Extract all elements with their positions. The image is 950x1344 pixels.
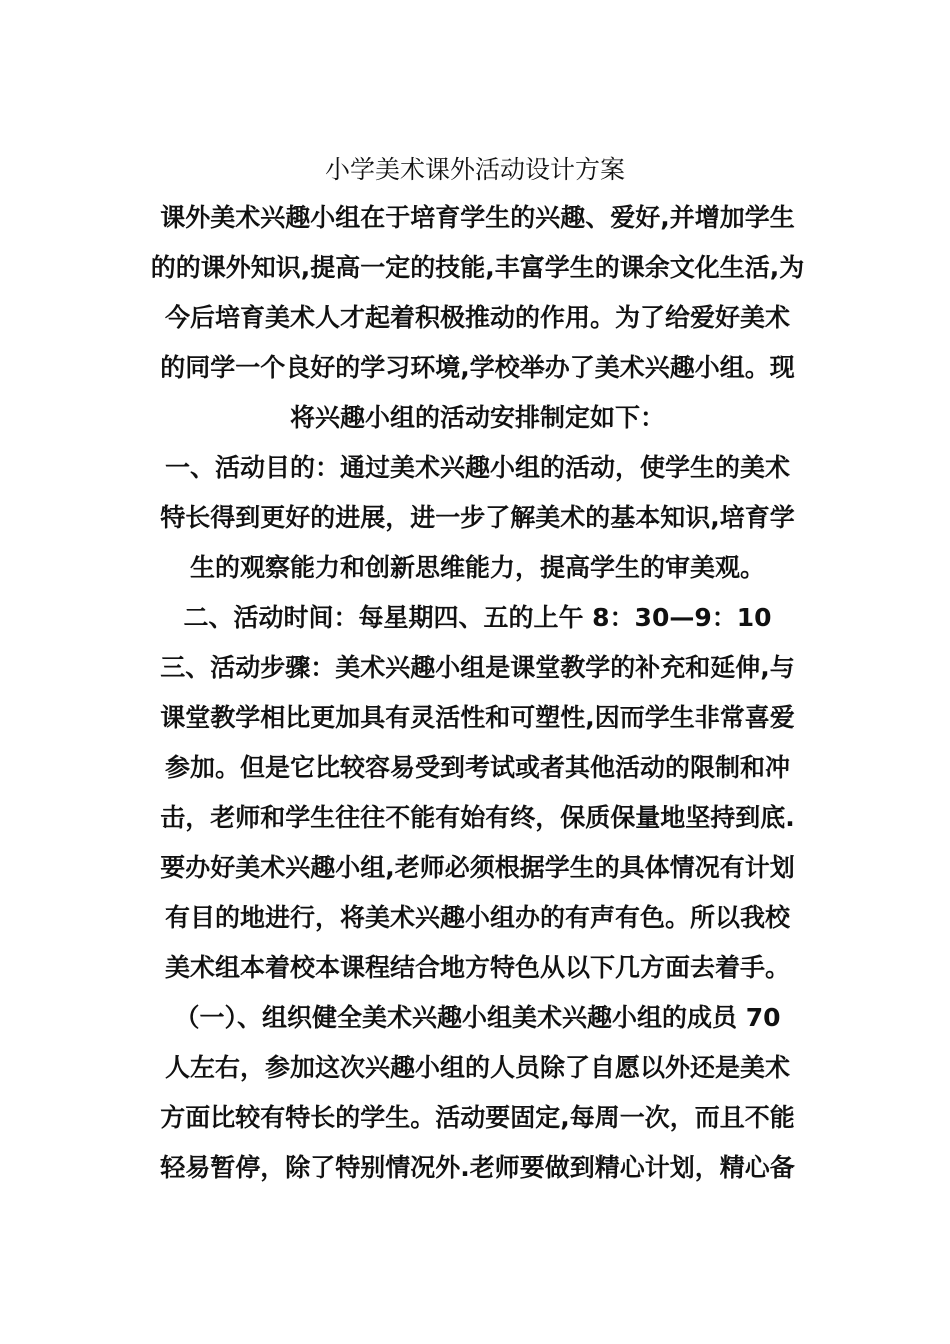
paragraph-line: 特长得到更好的进展，进一步了解美术的基本知识,培育学 (160, 503, 795, 532)
paragraph-line: 有目的地进行，将美术兴趣小组办的有声有色。所以我校 (164, 903, 790, 932)
paragraph-line: 轻易暂停，除了特别情况外.老师要做到精心计划，精心备 (160, 1153, 795, 1182)
paragraph-line: 二、活动时间：每星期四、五的上午 8：30—9：10 (183, 603, 772, 632)
paragraph-line: 三、活动步骤：美术兴趣小组是课堂教学的补充和延伸,与 (160, 653, 795, 682)
paragraph-line: 一、活动目的：通过美术兴趣小组的活动，使学生的美术 (164, 453, 790, 482)
paragraph-line: 人左右，参加这次兴趣小组的人员除了自愿以外还是美术 (164, 1053, 790, 1082)
document-title: 小学美术课外活动设计方案 (324, 155, 625, 184)
paragraph-line: 参加。但是它比较容易受到考试或者其他活动的限制和冲 (164, 753, 790, 782)
paragraph-line: 方面比较有特长的学生。活动要固定,每周一次，而且不能 (160, 1103, 795, 1132)
paragraph-line: 将兴趣小组的活动安排制定如下： (289, 403, 665, 432)
paragraph-line: 要办好美术兴趣小组,老师必须根据学生的具体情况有计划 (160, 853, 795, 882)
paragraph-line: 今后培育美术人才起着积极推动的作用。为了给爱好美术 (164, 303, 790, 332)
paragraph-line: 课外美术兴趣小组在于培育学生的兴趣、爱好,并增加学生 (160, 203, 795, 232)
paragraph-line: 击，老师和学生往往不能有始有终，保质保量地坚持到底. (160, 803, 795, 832)
paragraph-line: 课堂教学相比更加具有灵活性和可塑性,因而学生非常喜爱 (160, 703, 795, 732)
paragraph-line: 生的观察能力和创新思维能力，提高学生的审美观。 (189, 553, 765, 582)
paragraph-line: 的的课外知识,提高一定的技能,丰富学生的课余文化生活,为 (150, 253, 805, 282)
paragraph-line: 的同学一个良好的学习环境,学校举办了美术兴趣小组。现 (160, 353, 795, 382)
paragraph-line: 美术组本着校本课程结合地方特色从以下几方面去着手。 (164, 953, 790, 982)
paragraph-line: （一）、组织健全美术兴趣小组美术兴趣小组的成员 70 (174, 1003, 781, 1032)
